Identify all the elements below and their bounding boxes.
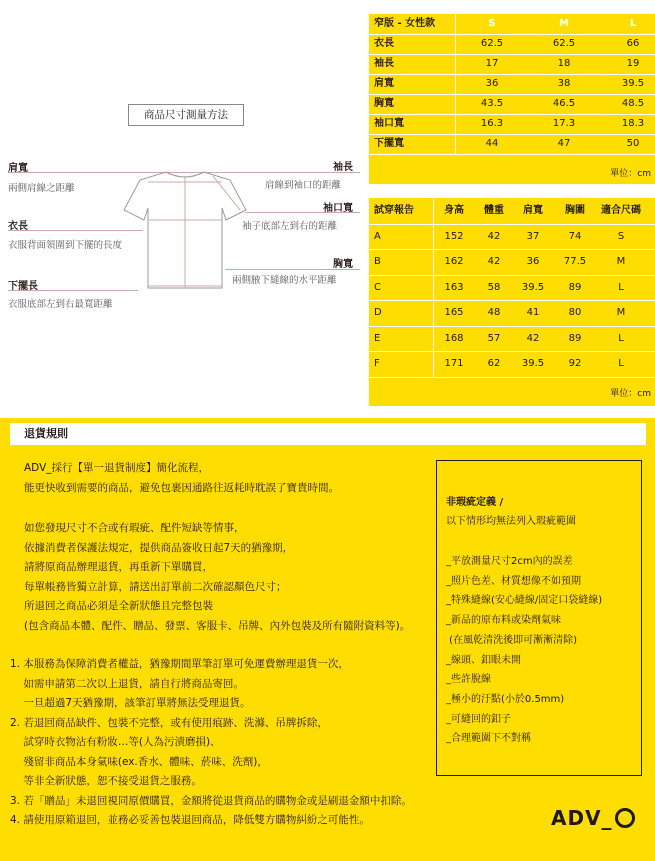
fit-cell: C (374, 281, 381, 293)
defect-item: _些許脫線 (446, 674, 491, 686)
policy-body-line: (包含商品本體、配件、贈品、發票、客服卡、吊牌、內外包裝及所有隨附資料等)。 (24, 619, 411, 632)
row-divider (369, 114, 655, 115)
size-cell: 62.5 (552, 38, 576, 49)
fit-cell: M (616, 307, 626, 318)
size-cell: 下擺寬 (374, 138, 404, 149)
fit-cell: 57 (487, 332, 501, 344)
row-divider (369, 300, 655, 301)
policy-rule-line: 1. 本服務為保障消費者權益，猶豫期間單筆訂單可免運費辦理退貨一次， (10, 658, 349, 670)
row-divider (369, 134, 655, 135)
row-divider (369, 94, 655, 95)
length-label: 衣長 (8, 221, 28, 232)
size-cell: 17 (485, 58, 499, 69)
policy-body-line: 如您發現尺寸不合或有瑕疵、配件短缺等情事， (24, 522, 245, 534)
fit-cell: 80 (568, 307, 582, 318)
row-divider (369, 224, 655, 225)
size-cell: 袖口寬 (374, 118, 404, 129)
fit-cell: 92 (568, 358, 582, 369)
size-cell: 18 (557, 58, 571, 69)
size-cell: 18.3 (621, 118, 645, 129)
fit-cell: 163 (444, 281, 464, 293)
fit-header-cell: 試穿報告 (374, 205, 414, 216)
fit-cell: 89 (568, 281, 582, 293)
row-divider (369, 351, 655, 352)
fit-unit: 單位：cm (610, 389, 651, 399)
fit-header-cell: 肩寬 (523, 205, 543, 216)
cuff-label: 袖口寬 (323, 203, 353, 214)
policy-rule-line: 一旦超過7天猶豫期，該筆訂單將無法受理退貨。 (10, 697, 251, 709)
brand-logo: ADV_ (551, 806, 635, 830)
size-cell: 47 (557, 138, 571, 149)
policy-intro-line: 能更快收到需要的商品，避免包裹因通路往返耗時耽誤了寶貴時間。 (24, 482, 339, 494)
defect-item: (在風乾清洗後即可漸漸清除) (446, 634, 577, 646)
size-cell: 39.5 (621, 78, 645, 89)
defect-item: _照片色差、材質想像不如預期 (446, 575, 581, 587)
policy-rule-line: 如需申請第二次以上退貨，請自行將商品寄回。 (10, 677, 244, 690)
policy-rule-line: 殘留非商品本身氣味(ex.香水、體味、菸味、洗劑)， (10, 755, 268, 768)
size-cell: 50 (626, 138, 640, 149)
size-cell: 胸寬 (374, 98, 394, 109)
fit-cell: 74 (568, 230, 582, 242)
fit-header-cell: 身高 (444, 205, 464, 216)
size-cell: 46.5 (552, 98, 576, 109)
size-cell: 16.3 (480, 118, 504, 129)
fit-cell: 39.5 (521, 281, 545, 293)
hem-label: 下擺長 (8, 281, 38, 292)
cuff-desc: 袖子底部左到右的距離 (242, 221, 338, 232)
defect-item: _新品的原布料或染劑氣味 (446, 615, 561, 627)
policy-title: 退貨規則 (10, 423, 646, 445)
fit-cell: 36 (526, 256, 540, 267)
fit-cell: 37 (526, 230, 540, 242)
fit-cell: L (618, 358, 624, 369)
shoulder-desc: 兩側肩線之距離 (8, 183, 75, 194)
size-cell: 衣長 (374, 38, 394, 49)
fit-cell: S (617, 230, 625, 242)
size-cell: 袖長 (374, 58, 394, 69)
shoulder-label: 肩寬 (8, 163, 28, 174)
size-cell: 19 (626, 58, 640, 69)
fit-cell: L (618, 332, 624, 344)
policy-rule-line: 試穿時衣物沾有粉妝…等(人為污漬磨損)、 (10, 736, 221, 748)
size-cell: 36 (485, 78, 499, 89)
size-cell: 38 (557, 78, 571, 89)
measure-title: 商品尺寸測量方法 (144, 109, 228, 121)
fit-cell: 42 (526, 332, 540, 344)
policy-rule-line: 3. 若「贈品」未退回視同原價購買，金額將從退貨商品的購物金或是刷退金額中扣除。 (10, 794, 412, 807)
policy-body-line: 所退回之商品必須是全新狀態且完整包裝 (24, 600, 213, 612)
fit-cell: D (374, 307, 382, 318)
size-header-cell: 窄版 - 女性款 (374, 18, 436, 29)
row-divider (369, 54, 655, 55)
row-divider (369, 275, 655, 276)
fit-cell: 168 (444, 332, 464, 344)
fit-cell: B (374, 256, 381, 267)
row-divider (369, 154, 655, 155)
size-cell: 17.3 (552, 118, 576, 129)
row-divider (369, 326, 655, 327)
defect-item: _合理範圍下不對稱 (446, 733, 531, 745)
size-cell: 66 (626, 38, 640, 49)
fit-cell: 42 (487, 230, 501, 242)
policy-rule-line: 2. 若退回商品缺件、包裝不完整，或有使用痕跡、洗滌、吊牌拆除， (10, 716, 328, 729)
length-desc: 衣服背面領圍到下擺的長度 (8, 240, 123, 251)
fit-table (369, 198, 655, 406)
defect-item: _特殊縫線(安心縫線/固定口袋縫線) (446, 595, 603, 607)
sleeve-label: 袖長 (333, 162, 353, 173)
fit-cell: 48 (487, 307, 501, 318)
fit-cell: A (374, 230, 381, 242)
row-divider (369, 249, 655, 250)
size-cell: 43.5 (480, 98, 504, 109)
fit-cell: 42 (487, 256, 501, 267)
row-divider (369, 377, 655, 378)
size-header-cell: M (559, 18, 569, 29)
defect-item: _線頭、釦眼未開 (446, 654, 521, 666)
row-divider (369, 34, 655, 35)
logo-mark-icon (615, 808, 635, 828)
fit-header-cell: 胸圍 (565, 205, 585, 216)
policy-body-line: 每單帳務皆獨立計算，請送出訂單前二次確認顏色尺寸； (24, 580, 287, 593)
fit-cell: M (616, 256, 626, 267)
defect-title: 非瑕疵定義 / (446, 497, 504, 508)
fit-cell: F (374, 358, 380, 369)
defect-item: _極小的汙點(小於0.5mm) (446, 693, 565, 705)
fit-cell: E (374, 332, 381, 344)
chest-label: 胸寬 (333, 259, 353, 270)
policy-body-line: 依據消費者保護法規定，提供商品簽收日起7天的猶豫期， (24, 541, 294, 554)
fit-cell: 162 (444, 256, 464, 267)
fit-cell: L (618, 281, 624, 293)
size-cell: 44 (485, 138, 499, 149)
fit-cell: 152 (444, 230, 464, 242)
defect-item: _平放測量尺寸2cm內的誤差 (446, 556, 573, 567)
size-table (369, 14, 655, 184)
policy-rule-line: 等非全新狀態，恕不接受退貨之服務。 (10, 775, 202, 787)
row-divider (369, 74, 655, 75)
size-header-cell: S (488, 18, 496, 29)
sleeve-desc: 肩線到袖口的距離 (265, 180, 342, 191)
fit-cell: 89 (568, 332, 582, 344)
fit-cell: 39.5 (521, 358, 545, 369)
hem-desc: 衣服底部左到右最寬距離 (8, 299, 113, 310)
defect-item: _可縫回的釦子 (446, 713, 511, 725)
fit-cell: 58 (487, 281, 501, 293)
tshirt-outline-icon (118, 160, 253, 300)
fit-cell: 171 (444, 358, 464, 369)
fit-cell: 41 (526, 307, 540, 318)
policy-intro-line: ADV_採行【單一退貨制度】簡化流程， (24, 462, 210, 474)
fit-header-cell: 適合尺碼 (601, 205, 641, 216)
policy-rule-line: 4. 請使用原箱退回，並務必妥善包裝退回商品，降低雙方購物糾紛之可能性。 (10, 814, 370, 826)
size-cell: 48.5 (621, 98, 645, 109)
measure-title-box (128, 104, 244, 126)
fit-cell: 165 (444, 307, 464, 318)
size-header-cell: L (629, 18, 637, 29)
defect-subtitle: 以下情形均無法列入瑕疵範圍 (446, 516, 576, 527)
size-cell: 肩寬 (374, 78, 394, 89)
size-unit: 單位：cm (610, 169, 651, 179)
fit-cell: 77.5 (563, 256, 587, 267)
col-divider (433, 198, 434, 377)
policy-body-line: 請將原商品辦理退貨，再重新下單購買， (24, 561, 213, 573)
fit-header-cell: 體重 (484, 205, 504, 216)
col-divider (455, 14, 456, 154)
size-cell: 62.5 (480, 38, 504, 49)
chest-desc: 兩側腋下縫線的水平距離 (232, 275, 337, 286)
fit-cell: 62 (487, 358, 501, 369)
